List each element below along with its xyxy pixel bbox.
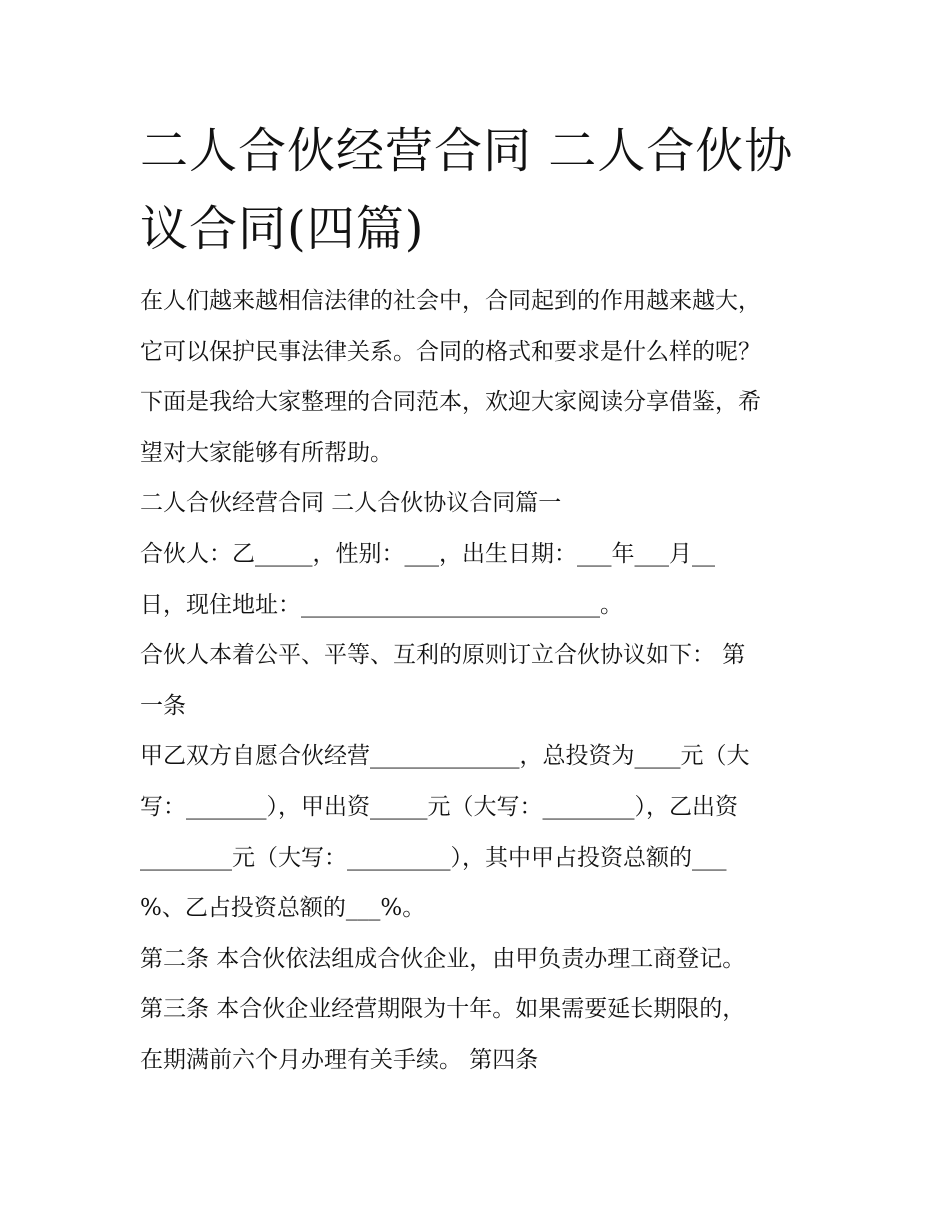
title-line: 二人合伙经营合同 二人合伙协 [140,123,794,179]
title-line: 议合同(四篇) [140,201,425,257]
clause-line: 一条 [140,692,186,719]
partner-info-line: 日，现住地址：__________________________。 [140,591,623,618]
clause-line: 第二条 本合伙依法组成合伙企业，由甲负责办理工商登记。 [140,945,746,972]
clause-line: 写：_______），甲出资_____元（大写：________），乙出资 [140,793,738,820]
intro-line: 下面是我给大家整理的合同范本，欢迎大家阅读分享借鉴，希 [140,389,761,416]
intro-line: 望对大家能够有所帮助。 [140,439,393,466]
section-heading: 二人合伙经营合同 二人合伙协议合同篇一 [140,490,562,517]
clause-line: ________元（大写：_________），其中甲占投资总额的___ [140,844,727,871]
intro-line: 在人们越来越相信法律的社会中，合同起到的作用越来越大， [140,288,761,314]
clause-line: 甲乙双方自愿合伙经营_____________，总投资为____元（大 [140,743,750,770]
clause-line: %、乙占投资总额的___%。 [140,895,426,922]
document-body [140,276,820,1086]
partner-info-line: 合伙人：乙_____，性别：___，出生日期：___年___月__ [140,540,715,567]
document-title [140,112,840,268]
clause-line: 在期满前六个月办理有关手续。 第四条 [140,1046,539,1073]
clause-line: 第三条 本合伙企业经营期限为十年。如果需要延长期限的， [140,996,746,1023]
intro-line: 它可以保护民事法律关系。合同的格式和要求是什么样的呢？ [140,338,761,365]
clause-line: 合伙人本着公平、平等、互利的原则订立合伙协议如下： 第 [140,642,746,669]
